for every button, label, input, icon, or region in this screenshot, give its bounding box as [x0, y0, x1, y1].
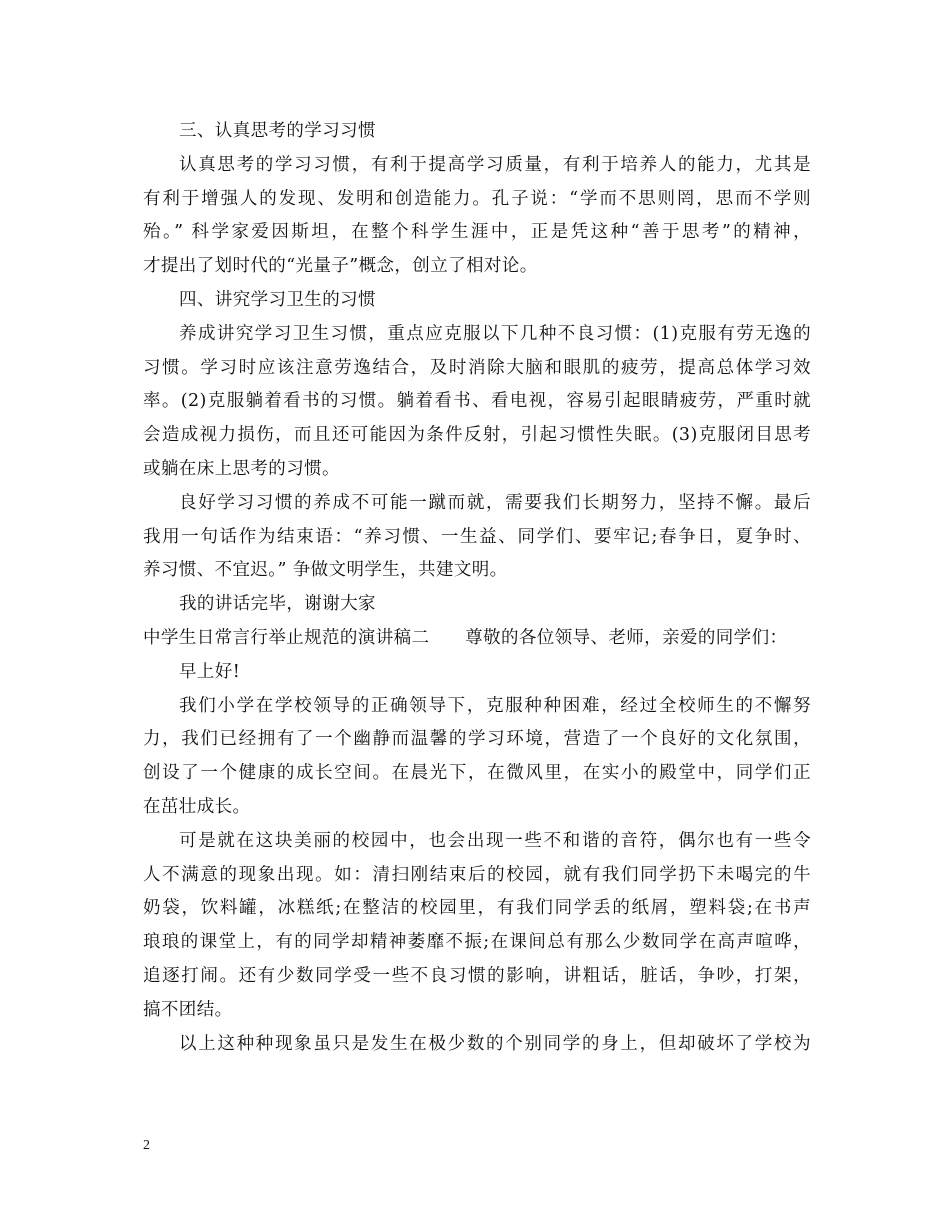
paragraph-line: 良好学习习惯的养成不可能一蹴而就，需要我们长期努力，坚持不懈。最后	[179, 492, 811, 513]
paragraph-line: 追逐打闹。还有少数同学受一些不良习惯的影响，讲粗话，脏话，争吵，打架，	[143, 965, 811, 986]
greeting-line: 早上好!	[179, 661, 241, 682]
page-number: 2	[143, 1138, 150, 1153]
paragraph-line: 才提出了划时代的“光量子”概念，创立了相对论。	[143, 256, 538, 277]
paragraph-line: 我用一句话作为结束语：“养习惯、一生益、同学们、要牢记;春争日，夏争时、	[143, 526, 811, 547]
section-heading-3: 三、认真思考的学习习惯	[179, 121, 376, 141]
paragraph-line: 或躺在床上思考的习惯。	[143, 458, 340, 479]
paragraph-line: 会造成视力损伤，而且还可能因为条件反射，引起习惯性失眠。(3)克服闭目思考	[143, 425, 811, 446]
speech-title-line: 中学生日常言行举止规范的演讲稿二 尊敬的各位领导、老师，亲爱的同学们：	[143, 627, 788, 648]
paragraph-line: 搞不团结。	[143, 999, 233, 1020]
section-heading-4: 四、讲究学习卫生的习惯	[179, 289, 376, 310]
paragraph-line: 创设了一个健康的成长空间。在晨光下，在微风里，在实小的殿堂中，同学们正	[143, 763, 811, 784]
paragraph-line: 殆。” 科学家爱因斯坦，在整个科学生涯中，正是凭这种“善于思考”的精神，	[143, 222, 811, 243]
body-text	[143, 115, 811, 1061]
paragraph-line: 琅琅的课堂上，有的同学却精神萎靡不振;在课间总有那么少数同学在高声喧哗，	[143, 932, 811, 953]
paragraph-line: 养习惯、不宜迟。” 争做文明学生，共建文明。	[143, 560, 508, 581]
paragraph-line: 奶袋，饮料罐，冰糕纸;在整洁的校园里，有我们同学丢的纸屑，塑料袋;在书声	[143, 898, 811, 919]
paragraph-line: 力，我们已经拥有了一个幽静而温馨的学习环境，营造了一个良好的文化氛围，	[143, 729, 811, 750]
paragraph-line: 认真思考的学习习惯，有利于提高学习质量，有利于培养人的能力，尤其是	[179, 154, 811, 175]
closing-line: 我的讲话完毕，谢谢大家	[179, 594, 376, 615]
paragraph-line: 养成讲究学习卫生习惯，重点应克服以下几种不良习惯：(1)克服有劳无逸的	[179, 323, 811, 344]
paragraph-line: 可是就在这块美丽的校园中，也会出现一些不和谐的音符，偶尔也有一些令	[179, 830, 811, 851]
paragraph-line: 以上这种种现象虽只是发生在极少数的个别同学的身上，但却破坏了学校为	[179, 1033, 811, 1054]
paragraph-line: 习惯。学习时应该注意劳逸结合，及时消除大脑和眼肌的疲劳，提高总体学习效	[143, 357, 811, 378]
paragraph-line: 率。(2)克服躺着看书的习惯。躺着看书、看电视，容易引起眼睛疲劳，严重时就	[143, 391, 811, 412]
paragraph-line: 在茁壮成长。	[143, 796, 251, 817]
paragraph-line: 有利于增强人的发现、发明和创造能力。孔子说：“学而不思则罔，思而不学则	[143, 188, 811, 209]
paragraph-line: 我们小学在学校领导的正确领导下，克服种种困难，经过全校师生的不懈努	[179, 695, 811, 716]
paragraph-line: 人不满意的现象出现。如：清扫刚结束后的校园，就有我们同学扔下未喝完的牛	[143, 864, 811, 885]
